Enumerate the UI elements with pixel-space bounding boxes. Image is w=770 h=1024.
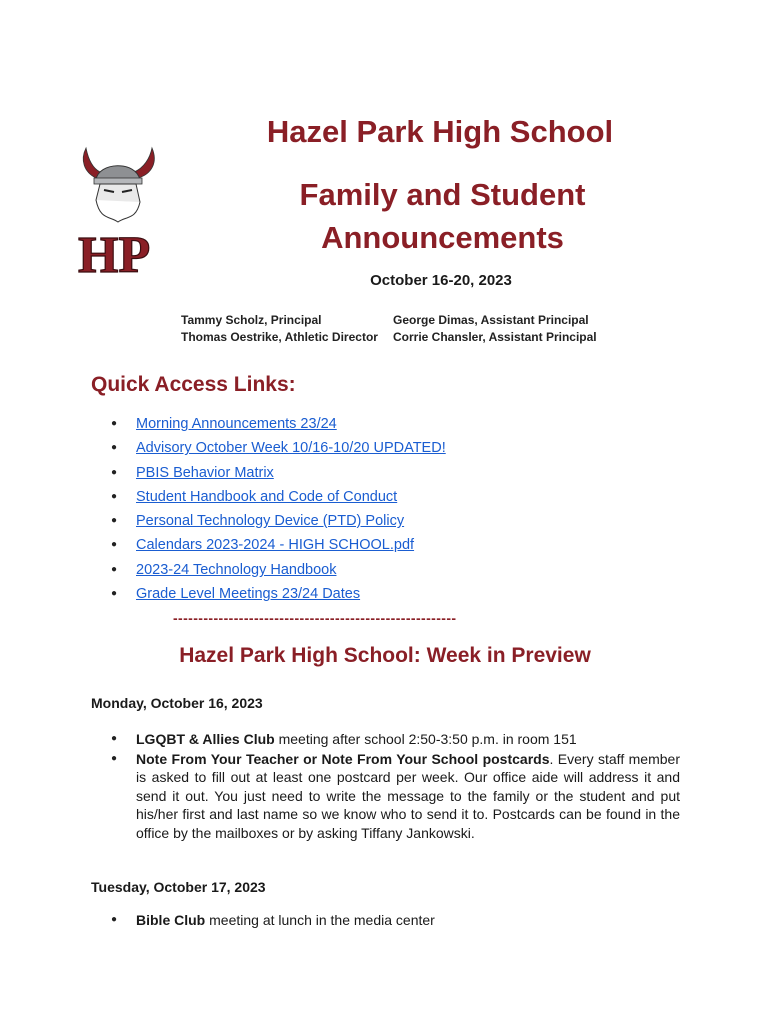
- quick-access-heading: Quick Access Links:: [91, 373, 296, 396]
- list-item: [108, 583, 446, 607]
- list-item: [108, 486, 446, 510]
- link-tech-handbook[interactable]: 2023-24 Technology Handbook: [136, 561, 337, 578]
- monday-items: [108, 730, 680, 842]
- link-ptd-policy[interactable]: Personal Technology Device (PTD) Policy: [136, 513, 405, 530]
- day-heading-monday: Monday, October 16, 2023: [91, 695, 263, 711]
- list-item: [108, 911, 680, 930]
- link-calendars[interactable]: Calendars 2023-2024 - HIGH SCHOOL.pdf: [136, 537, 415, 554]
- day-heading-tuesday: Tuesday, October 17, 2023: [91, 879, 266, 895]
- item-text: meeting after school 2:50-3:50 p.m. in room 151: [274, 731, 577, 747]
- item-text: meeting at lunch in the media center: [205, 912, 435, 928]
- item-title: Bible Club: [136, 912, 206, 928]
- item-title: Note From Your Teacher or Note From Your School postcards: [136, 750, 550, 767]
- link-pbis[interactable]: PBIS Behavior Matrix: [136, 464, 274, 481]
- staff-left: [181, 312, 378, 346]
- date-range: October 16-20, 2023: [370, 272, 512, 289]
- link-advisory[interactable]: Advisory October Week 10/16-10/20 UPDATED!: [136, 440, 446, 457]
- staff-name: Tammy Scholz, Principal: [181, 313, 322, 327]
- divider: --------------------------------------------------------: [173, 610, 457, 626]
- item-text: . Every staff member is asked to fill out at least one postcard per week. Our office aide will address it and send it out. You just need to write the message to the family or the student and put his/her first and last name so we know who to send it to. Postcards can be found in the office by the mailboxes or by asking Tiffany Jankowski.: [136, 750, 680, 841]
- list-item: [108, 437, 446, 461]
- list-item: [108, 559, 446, 583]
- list-item: [108, 730, 680, 749]
- quick-access-list: [108, 413, 446, 607]
- staff-right: [393, 312, 597, 346]
- link-morning-announcements[interactable]: Morning Announcements 23/24: [136, 416, 337, 432]
- staff-name: George Dimas, Assistant Principal: [393, 313, 589, 327]
- list-item: [108, 413, 446, 437]
- logo-letters: HP: [78, 227, 151, 278]
- tuesday-items: [108, 911, 680, 930]
- school-title: Hazel Park High School: [266, 114, 614, 149]
- link-grade-meetings[interactable]: Grade Level Meetings 23/24 Dates: [136, 586, 361, 603]
- item-title: LGQBT & Allies Club: [136, 731, 275, 747]
- page-title: Family and Student Announcements: [299, 177, 586, 255]
- link-handbook[interactable]: Student Handbook and Code of Conduct: [136, 488, 398, 505]
- list-item: [108, 750, 680, 843]
- list-item: [108, 510, 446, 534]
- staff-name: Corrie Chansler, Assistant Principal: [393, 330, 597, 344]
- week-preview-heading: Hazel Park High School: Week in Preview: [179, 644, 591, 667]
- list-item: [108, 534, 446, 558]
- staff-name: Thomas Oestrike, Athletic Director: [181, 330, 378, 344]
- list-item: [108, 462, 446, 486]
